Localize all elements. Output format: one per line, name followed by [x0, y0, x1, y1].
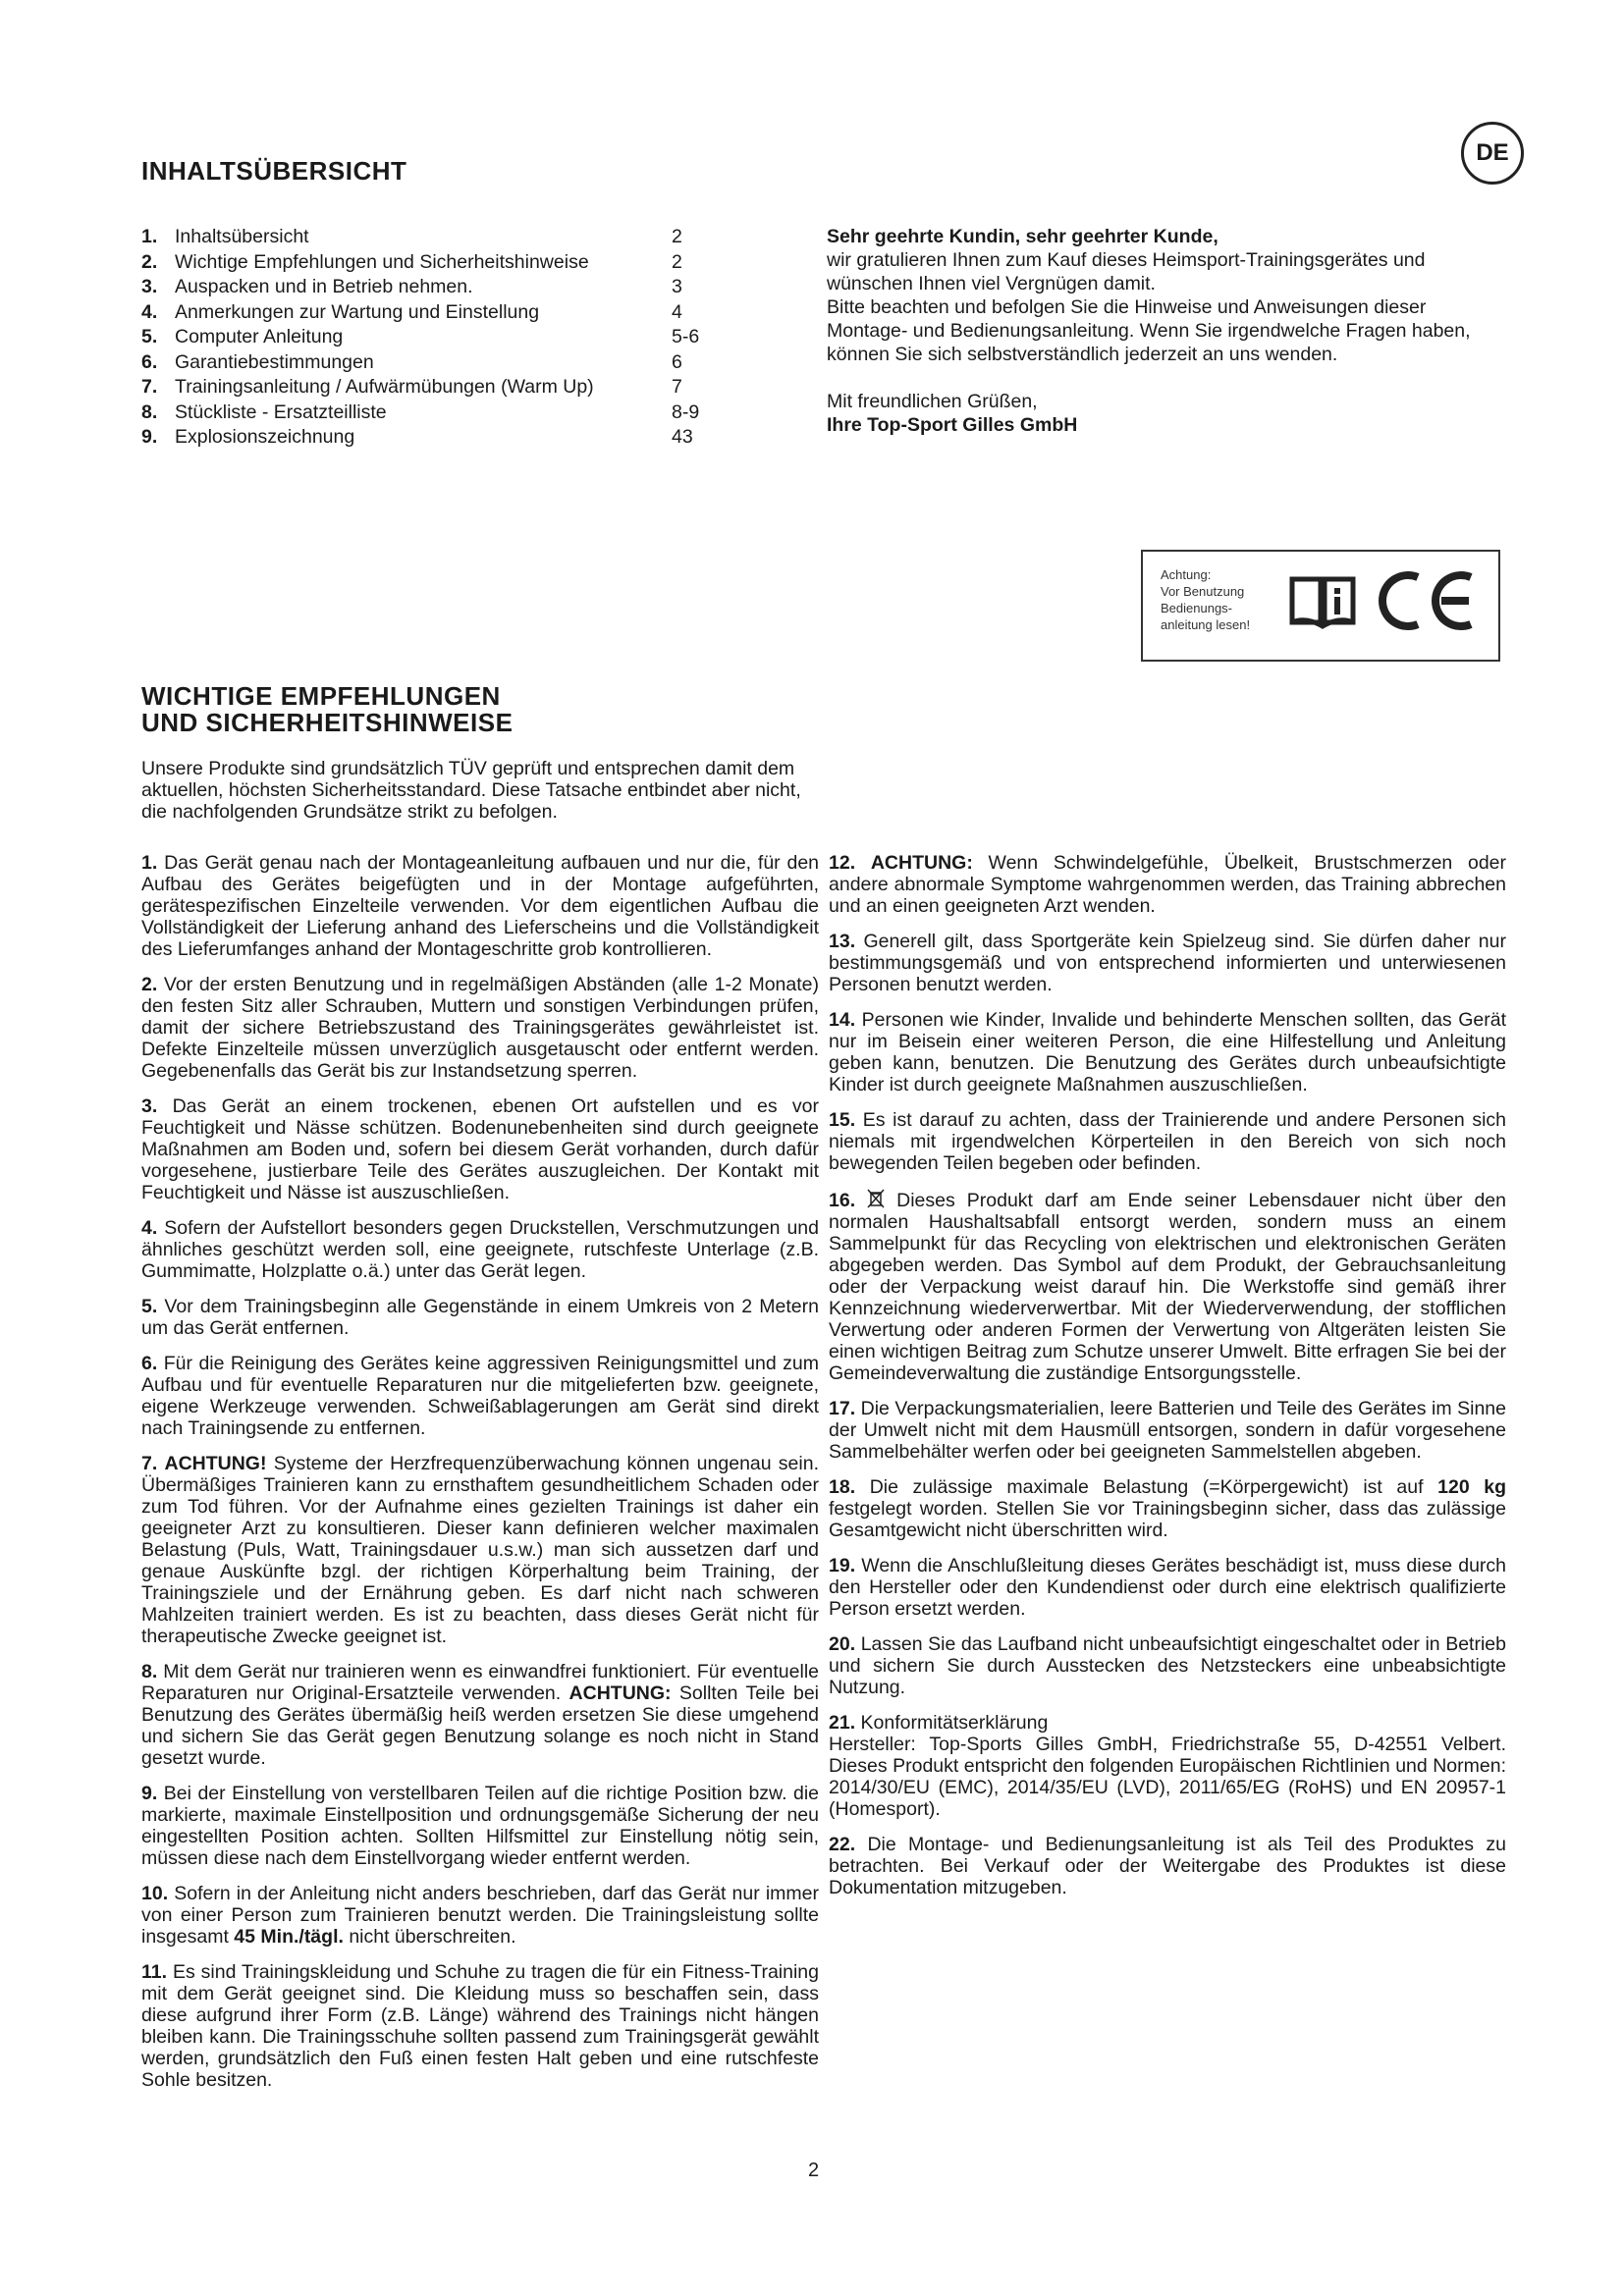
toc-item: 1. Inhaltsübersicht 2	[141, 226, 682, 247]
safety-column-right	[829, 852, 1506, 1912]
greeting-paragraph: wir gratulieren Ihnen zum Kauf dieses Heimsport-Trainingsgerätes und wünschen Ihnen viel Vergnügen damit.	[827, 249, 1426, 294]
safety-item: 4. Sofern der Aufstellort besonders gegen Druckstellen, Verschmutzungen und ähnliches geschützt werden soll, eine geeignete, rutschfeste Unterlage (z.B. Gummimatte, Holzplatte o.ä.) unter das Gerät legen.	[141, 1217, 819, 1282]
warning-text: Achtung: Vor Benutzung Bedienungs- anleitung lesen!	[1161, 567, 1251, 632]
greeting-salutation: Sehr geehrte Kundin, sehr geehrter Kunde,	[827, 226, 1218, 247]
safety-item: 17. Die Verpackungsmaterialien, leere Batterien und Teile des Gerätes im Sinne der Umwelt nicht mit dem Hausmüll entsorgen, sondern in dafür vorgesehene Sammelbehälter werfen oder bei geeigneten Sammelstellen abgeben.	[829, 1398, 1506, 1463]
safety-item: 7. ACHTUNG! Systeme der Herzfrequenzüberwachung können ungenau sein. Übermäßiges Trainieren kann zu ernsthaftem gesundheitlichem Schaden oder zum Tod führen. Vor der Aufnahme eines gezielten Trainings ist daher ein geeigneter Arzt zu konsultieren. Dieser kann definieren welcher maximalen Belastung (Puls, Watt, Trainingsdauer u.s.w.) man sich aussetzen darf und genaue Auskünfte bzgl. der richtigen Körperhaltung beim Training, der Trainingsziele und der Ernährung geben. Es darf nicht nach schweren Mahlzeiten trainiert werden. Es ist zu beachten, dass dieses Gerät nicht für therapeutische Zwecke geeignet ist.	[141, 1453, 820, 1647]
page-number: 2	[808, 2160, 820, 2181]
toc-item: 7. Trainingsanleitung / Aufwärmübungen (Warm Up) 7	[141, 376, 682, 398]
weee-bin-icon	[867, 1188, 885, 1209]
safety-item: 11. Es sind Trainingskleidung und Schuhe zu tragen die für ein Fitness-Training mit dem Gerät geeignet sind. Die Kleidung muss so beschaffen sein, dass diese aufgrund ihrer Form (z.B. Länge) während des Trainings nicht hängen bleiben kann. Die Trainingsschuhe sollten passend zum Trainingsgerät gewählt werden, grundsätzlich den Fuß einen festen Halt geben und eine rutschfeste Sohle besitzen.	[141, 1961, 819, 2091]
greeting-paragraph: Bitte beachten und befolgen Sie die Hinweise und Anweisungen dieser Montage- und Bedienungsanleitung. Wenn Sie irgendwelche Fragen haben, können Sie sich selbstverständlich jederzeit an uns wenden.	[827, 296, 1471, 365]
safety-title: WICHTIGE EMPFEHLUNGEN UND SICHERHEITSHINWEISE	[141, 681, 514, 738]
greeting-closing: Mit freundlichen Grüßen,	[827, 391, 1038, 412]
safety-intro: Unsere Produkte sind grundsätzlich TÜV geprüft und entsprechen damit dem aktuellen, höchsten Sicherheitsstandard. Diese Tatsache entbindet aber nicht, die nachfolgenden Grundsätze strikt zu befolgen.	[141, 758, 801, 823]
toc-item: 5. Computer Anleitung 5-6	[141, 326, 700, 347]
safety-item: 20. Lassen Sie das Laufband nicht unbeaufsichtigt eingeschaltet oder in Betrieb und sichern Sie durch Ausstecken des Netzsteckers eine unbeabsichtigte Nutzung.	[829, 1633, 1506, 1698]
greeting-block	[827, 225, 1504, 437]
safety-item: 19. Wenn die Anschlußleitung dieses Gerätes beschädigt ist, muss diese durch den Hersteller oder den Kundendienst oder durch eine elektrisch qualifizierte Person ersetzt werden.	[829, 1555, 1506, 1620]
safety-item: 14. Personen wie Kinder, Invalide und behinderte Menschen sollten, das Gerät nur im Beisein einer weiteren Person, die eine Hilfestellung und Anleitung geben kann, benutzen. Die Benutzung des Gerätes durch unbeaufsichtigte Kinder ist durch geeignete Maßnahmen auszuschließen.	[829, 1009, 1506, 1095]
toc-item: 2. Wichtige Empfehlungen und Sicherheitshinweise 2	[141, 250, 682, 273]
language-badge: DE	[1461, 122, 1524, 185]
toc-item: 3. Auspacken und in Betrieb nehmen. 3	[141, 276, 682, 297]
greeting-signature: Ihre Top-Sport Gilles GmbH	[827, 414, 1078, 436]
safety-item: 2. Vor der ersten Benutzung und in regelmäßigen Abständen (alle 1-2 Monate) den festen Sitz aller Schrauben, Muttern und sonstigen Verbindungen prüfen, damit der sichere Betriebszustand des Trainingsgerätes gewährleistet ist. Defekte Einzelteile müssen unverzüglich ausgetauscht oder entfernt werden. Gegebenenfalls das Gerät bis zur Instandsetzung sperren.	[141, 974, 819, 1082]
safety-item: 9. Bei der Einstellung von verstellbaren Teilen auf die richtige Position bzw. die markierte, maximale Einstellposition und ordnungsgemäße Sicherung der neu eingestellten Position achten. Sollten Hilfsmittel zur Einstellung nötig sein, müssen diese nach dem Einstellvorgang wieder entfernt werden.	[141, 1783, 819, 1869]
toc-item: 4. Anmerkungen zur Wartung und Einstellung 4	[141, 300, 682, 323]
toc-item: 9. Explosionszeichnung 43	[141, 426, 693, 448]
safety-item: 12. ACHTUNG: Wenn Schwindelgefühle, Übelkeit, Brustschmerzen oder andere abnormale Symptome wahrgenommen werden, das Training abbrechen und an einen geeigneten Arzt wenden.	[829, 852, 1507, 917]
safety-item: 1. Das Gerät genau nach der Montageanleitung aufbauen und nur die, für den Aufbau des Gerätes beigefügten und in der Montage aufgeführten, gerätespezifischen Einzelteile verwenden. Vor dem eigentlichen Aufbau die Vollständigkeit der Lieferung anhand des Lieferscheins und die Vollständigkeit des Lieferumfanges anhand der Montageschritte grob kontrollieren.	[141, 852, 820, 960]
safety-item: 15. Es ist darauf zu achten, dass der Trainierende und andere Personen sich niemals mit irgendwelchen Körperteilen in den Bereich von sich noch bewegenden Teilen begeben oder befinden.	[829, 1109, 1506, 1174]
ce-mark-icon	[1371, 569, 1479, 632]
read-manual-icon	[1288, 571, 1357, 630]
safety-item: 8. Mit dem Gerät nur trainieren wenn es einwandfrei funktioniert. Für eventuelle Reparaturen nur Original-Ersatzteile verwenden. ACHTUNG: Sollten Teile bei Benutzung des Gerätes übermäßig heiß werden ersetzen Sie diese umgehend und sichern Sie das Gerät gegen Benutzung solange es noch nicht in Stand gesetzt wurde.	[141, 1661, 820, 1769]
toc-title: INHALTSÜBERSICHT	[141, 156, 407, 186]
toc-list	[141, 225, 770, 451]
safety-item: 10. Sofern in der Anleitung nicht anders beschrieben, darf das Gerät nur immer von einer Person zum Trainieren benutzt werden. Die Trainingsleistung sollte insgesamt 45 Min./tägl. nicht überschreiten.	[141, 1883, 819, 1948]
toc-item: 8. Stückliste - Ersatzteilliste 8-9	[141, 400, 700, 423]
safety-item: 5. Vor dem Trainingsbeginn alle Gegenstände in einem Umkreis von 2 Metern um das Gerät entfernen.	[141, 1296, 819, 1339]
safety-item: 3. Das Gerät an einem trockenen, ebenen Ort aufstellen und es vor Feuchtigkeit und Nässe schützen. Bodenunebenheiten sind durch geeignete Maßnahmen am Boden und, sofern bei diesem Gerät vorhanden, durch dafür vorgesehene, justierbare Teile des Gerätes auszugleichen. Der Kontakt mit Feuchtigkeit und Nässe ist auszuschließen.	[141, 1095, 819, 1203]
toc-item: 6. Garantiebestimmungen 6	[141, 350, 682, 373]
safety-item: 18. Die zulässige maximale Belastung (=Körpergewicht) ist auf 120 kg festgelegt worden. Stellen Sie vor Trainingsbeginn sicher, dass das zulässige Gesamtgewicht nicht überschritten wird.	[829, 1476, 1507, 1541]
safety-item: 13. Generell gilt, dass Sportgeräte kein Spielzeug sind. Sie dürfen daher nur bestimmungsgemäß und von entsprechend informierten und unterwiesenen Personen benutzt werden.	[829, 931, 1506, 995]
safety-item: 6. Für die Reinigung des Gerätes keine aggressiven Reinigungsmittel und zum Aufbau und für eventuelle Reparaturen nur die mitgelieferten bzw. geeignete, eigene Werkzeuge verwenden. Schweißablagerungen am Gerät sind direkt nach Trainingsende zu entfernen.	[141, 1353, 820, 1439]
safety-column-left	[141, 852, 819, 2105]
safety-item: 22. Die Montage- und Bedienungsanleitung ist als Teil des Produktes zu betrachten. Bei Verkauf oder der Weitergabe des Produktes ist diese Dokumentation mitzugeben.	[829, 1834, 1506, 1898]
safety-item: 16. Dieses Produkt darf am Ende seiner Lebensdauer nicht über den normalen Haushaltsabfall entsorgt werden, sondern muss an einem Sammelpunkt für das Recycling von elektrischen und elektronischen Geräten abgegeben werden. Das Symbol auf dem Produkt, der Gebrauchsanleitung oder der Verpackung weist darauf hin. Die Werkstoffe sind gemäß ihrer Kennzeichnung wiederverwertbar. Mit der Wiederverwendung, der stofflichen Verwertung oder anderen Formen der Verwertung von Altgeräten leisten Sie einen wichtigen Beitrag zum Schutze unserer Umwelt. Bitte erfragen Sie bei der Gemeindeverwaltung die zuständige Entsorgungsstelle.	[829, 1190, 1506, 1384]
safety-item: 21. Konformitätserklärung Hersteller: Top-Sports Gilles GmbH, Friedrichstraße 55, D-42551 Velbert. Dieses Produkt entspricht den folgenden Europäischen Richtlinien und Normen: 2014/30/EU (EMC), 2014/35/EU (LVD), 2011/65/EG (RoHS) und EN 20957-1 (Homesport).	[829, 1712, 1506, 1820]
